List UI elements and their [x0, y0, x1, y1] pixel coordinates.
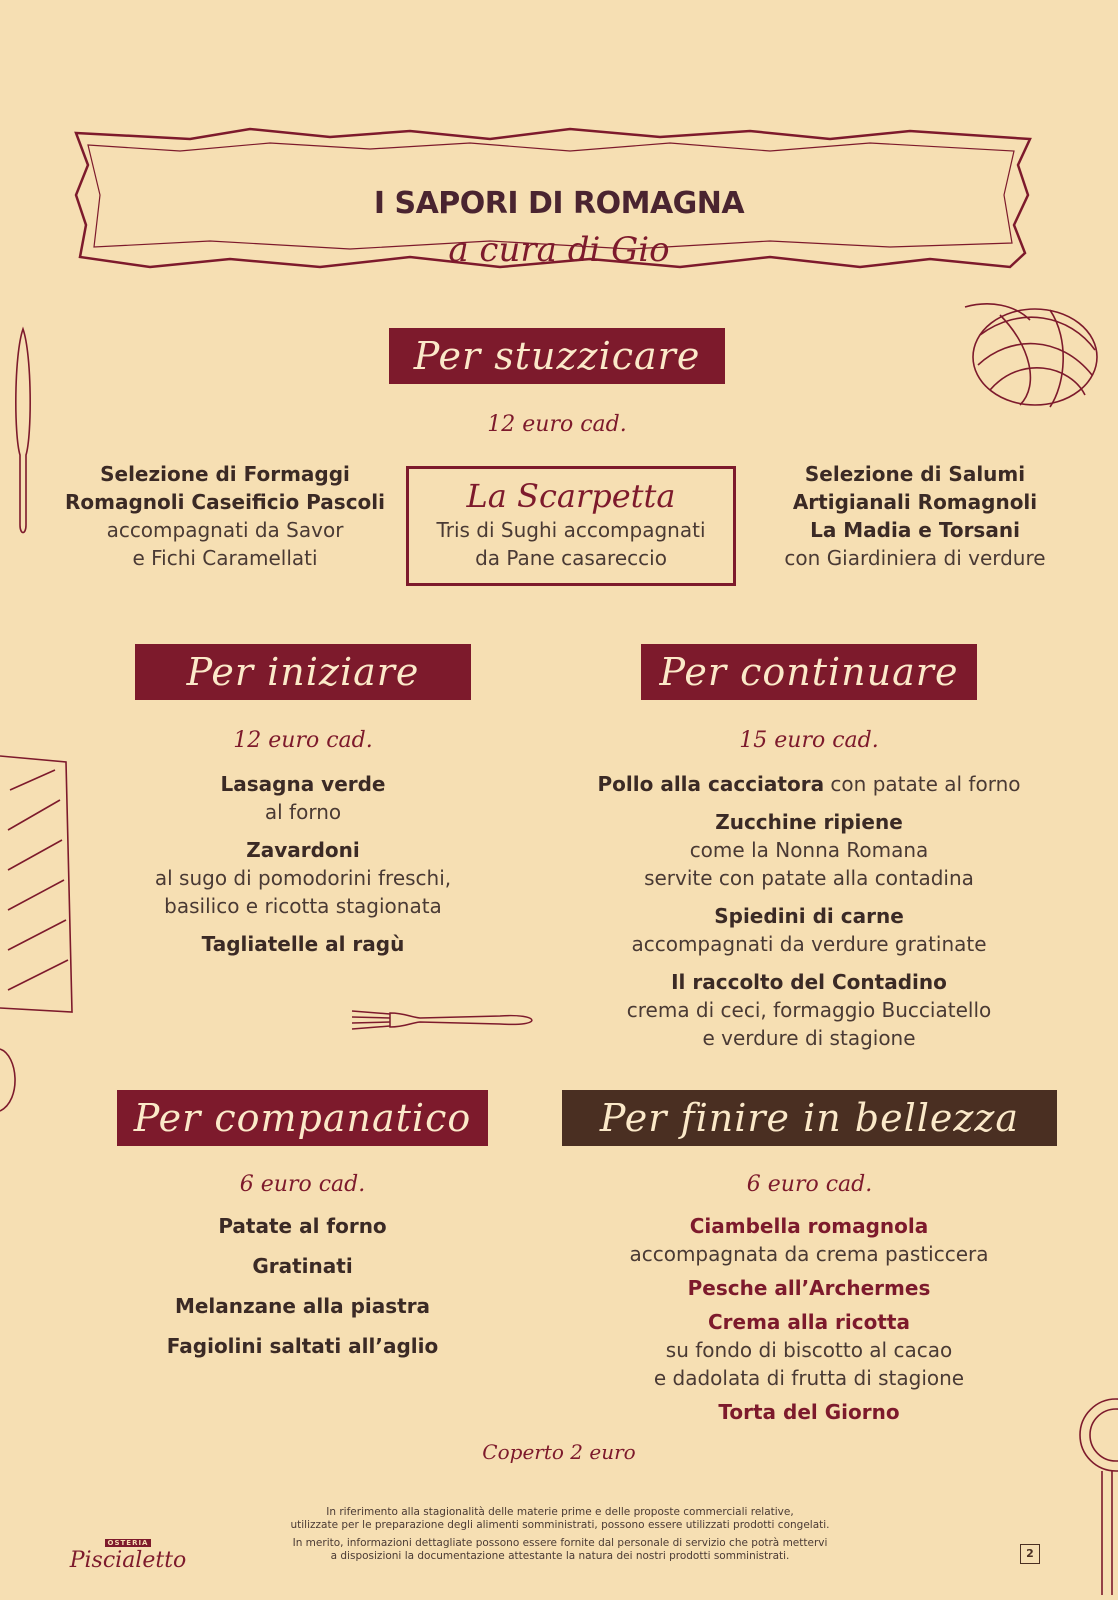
item-description: accompagnata da crema pasticcera — [629, 1242, 989, 1266]
stuzzicare-left — [60, 460, 390, 572]
item-name: Pollo alla cacciatora — [597, 772, 825, 796]
item-description: Tris di Sughi accompagnati — [436, 518, 706, 542]
finire-list — [590, 1212, 1028, 1426]
footer-note-line: In merito, informazioni dettagliate possono essere fornite dal personale di servizio che potrà mettervi — [292, 1537, 828, 1549]
list-item — [590, 770, 1028, 798]
section-heading-finire: Per finire in bellezza — [562, 1090, 1057, 1146]
footer-note-line: utilizzate per le preparazione degli alimenti somministrati, possono essere utilizzati prodotti congelati. — [290, 1519, 830, 1531]
item-name: Pesche all’Archermes — [687, 1276, 931, 1300]
knife-icon — [8, 325, 38, 540]
section-heading-stuzzicare: Per stuzzicare — [389, 328, 725, 384]
menu-subtitle: a cura di Gio — [448, 230, 670, 270]
item-name: Il raccolto del Contadino — [671, 970, 947, 994]
price-iniziare: 12 euro cad. — [233, 728, 373, 753]
item-description: con Giardiniera di verdure — [784, 546, 1046, 570]
brand-small: OSTERIA — [105, 1539, 152, 1547]
item-name: Romagnoli Caseificio Pascoli — [64, 490, 385, 514]
footer-note-line: a disposizioni la documentazione attestante la natura dei nostri prodotti somministrati. — [330, 1550, 790, 1562]
item-description: al forno — [264, 800, 342, 824]
item-name: Zucchine ripiene — [715, 810, 903, 834]
price-finire: 6 euro cad. — [746, 1172, 873, 1197]
item-description: da Pane casareccio — [475, 546, 667, 570]
item-name: Tagliatelle al ragù — [201, 932, 405, 956]
item-description: su fondo di biscotto al cacao — [665, 1338, 953, 1362]
item-name: Selezione di Formaggi — [100, 462, 350, 486]
list-item: Gratinati — [252, 1254, 353, 1278]
item-name: Lasagna verde — [220, 772, 386, 796]
item-description: e Fichi Caramellati — [132, 546, 318, 570]
menu-title: I SAPORI DI ROMAGNA — [373, 186, 745, 221]
list-item: Fagiolini saltati all’aglio — [166, 1334, 439, 1358]
continuare-list — [590, 770, 1028, 1052]
stuzzicare-right — [745, 460, 1085, 572]
fork-icon — [350, 1005, 545, 1035]
list-item: Melanzane alla piastra — [174, 1294, 431, 1318]
cutting-board-icon — [0, 750, 80, 1020]
companatico-list — [117, 1212, 488, 1360]
item-description: accompagnati da Savor — [106, 518, 344, 542]
item-description: come la Nonna Romana — [689, 838, 929, 862]
page-number: 2 — [1020, 1544, 1040, 1564]
coperto-note: Coperto 2 euro — [482, 1440, 636, 1464]
pasta-cutter-icon — [1072, 1395, 1118, 1600]
item-name: Torta del Giorno — [718, 1400, 900, 1424]
iniziare-list — [120, 770, 486, 958]
item-description: e dadolata di frutta di stagione — [653, 1366, 965, 1390]
item-name: Crema alla ricotta — [707, 1310, 910, 1334]
item-description: e verdure di stagione — [702, 1026, 916, 1050]
item-name: Selezione di Salumi — [804, 462, 1026, 486]
item-description: servite con patate alla contadina — [644, 866, 974, 890]
stuzzicare-center — [406, 476, 736, 572]
section-heading-iniziare: Per iniziare — [135, 644, 471, 700]
brand-logo — [68, 1530, 188, 1573]
item-name: Ciambella romagnola — [689, 1214, 929, 1238]
list-item: Patate al forno — [218, 1214, 387, 1238]
footer-note — [240, 1506, 880, 1563]
brand-name: Piscialetto — [69, 1548, 187, 1573]
item-description: al sugo di pomodorini freschi, — [154, 866, 452, 890]
pasta-nest-icon — [960, 295, 1110, 420]
section-heading-companatico: Per companatico — [117, 1090, 488, 1146]
item-description: basilico e ricotta stagionata — [164, 894, 442, 918]
item-description: con patate al forno — [824, 772, 1021, 796]
item-description: crema di ceci, formaggio Bucciatello — [626, 998, 992, 1022]
scarpetta-title: La Scarpetta — [466, 477, 676, 515]
item-name: La Madia e Torsani — [810, 518, 1020, 542]
item-name: Zavardoni — [246, 838, 360, 862]
price-companatico: 6 euro cad. — [239, 1172, 366, 1197]
plate-edge-icon — [0, 1045, 22, 1115]
item-description: accompagnati da verdure gratinate — [631, 932, 987, 956]
price-stuzzicare: 12 euro cad. — [487, 412, 627, 437]
item-name: Spiedini di carne — [714, 904, 904, 928]
section-heading-continuare: Per continuare — [641, 644, 977, 700]
item-name: Artigianali Romagnoli — [792, 490, 1038, 514]
price-continuare: 15 euro cad. — [739, 728, 879, 753]
footer-note-line: In riferimento alla stagionalità delle materie prime e delle proposte commerciali relative, — [326, 1506, 794, 1518]
